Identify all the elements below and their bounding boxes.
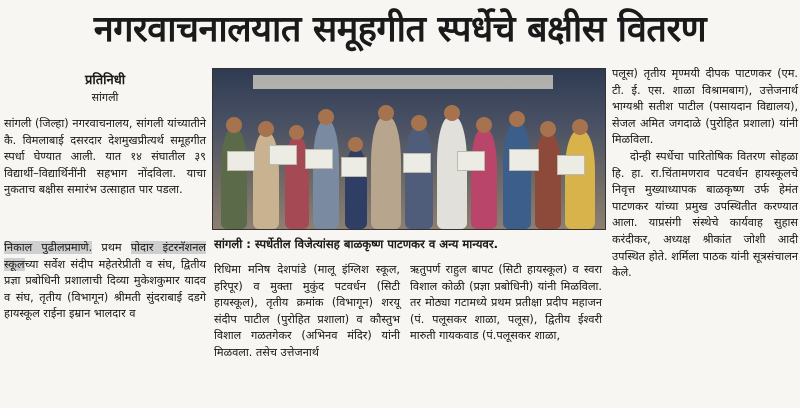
body-text: रिधिमा मनिष देशपांडे (मालू इंग्लिश स्कूल, हरिपूर) व मुक्ता मुकुंद पटवर्धन (सिटी हायस्कूल), तृतीय क्रमांक (विभागून) शरयू संदीप पाटील (पुरोहित प्रशाला) व कौस्तुभ विशाल गळतगेकर (अभिनव मंदिर) यांनी मिळवला. तसेच उत्तेजनार्थ [214, 263, 400, 359]
photo-figure-head [348, 137, 363, 152]
photo-figure [503, 123, 531, 229]
photo-backdrop-banner [253, 75, 553, 89]
photo-figure [565, 131, 595, 229]
certificate [227, 151, 255, 171]
body-text: ऋतुपर्ण राहुल बापट (सिटी हायस्कूल) व स्वरा विशाल कोळी (प्रज्ञा प्रबोधिनी) यांनी मिळविला. तर मोठ्या गटामध्ये प्रथम प्रतीक्षा प्रदीप महाजन (पं. पलूसकर शाळा, पलूस), द्वितीय ईश्वरी मारुती गायकवाड (पं.पलूसकर शाळा, [410, 263, 602, 343]
body-text: प्रथम [92, 241, 131, 254]
photo-caption: सांगली : स्पर्धेतील विजेत्यांसह बाळकृष्ण पाटणकर व अन्य मान्यवर. [214, 237, 499, 251]
photo-figure-head [540, 121, 556, 137]
certificate [341, 157, 367, 177]
body-text: पलूस) तृतीय मृण्मयी दीपक पाटणकर (एम. टी. ई. एस. शाळा विश्रामबाग), उत्तेजनार्थ भाग्यश्री सतीश पाटील (पसायदान विद्यालय), सेजल अमित जगदाळे (पुरोहित प्रशाला) यांनी मिळविला. [612, 67, 798, 147]
highlighted-text: पोदार इंटरनॅशनल स्कूल [4, 241, 206, 271]
lede-paragraph: सांगली (जिल्हा) नगरवाचनालय, सांगली यांच्यातीने कै. विमलाबाई दसरदार देशमुखप्रीत्यर्थ समूहगीत स्पर्धा घेण्यात आली. यात १४ संघातील ३९ विद्यार्थी–विद्यार्थिनींनी सहभाग नोंदविला. याचा नुकताच बक्षीस समारंभ उत्साहात पार पडला. [4, 117, 206, 197]
byline-place: सांगली [91, 91, 119, 104]
photo-figure [313, 121, 339, 229]
photo-figure [471, 129, 497, 229]
certificate [403, 153, 431, 173]
certificate [509, 149, 539, 171]
photo-figure-head [572, 119, 588, 135]
byline [4, 72, 206, 106]
byline-author: प्रतिनिधी [84, 73, 126, 88]
body-text: च्या सर्वेश संदीप महेतरेप्रीती व संघ, द्वितीय प्रज्ञा प्रबोधिनी प्रशालाची दिव्या मुकेशकुमार यादव व संघ, तृतीय (विभागून) श्रीमती सुंदराबाई दडगे हायस्कूल राईना इम्रान भालदार व [4, 257, 206, 321]
photo-figure [221, 129, 247, 229]
photo-figure-head [444, 105, 460, 121]
article-headline: नगरवाचनालयात समूहगीत स्पर्धेचे बक्षीस वितरण [93, 9, 707, 50]
right-column [612, 66, 798, 282]
photo-figure-head [476, 117, 492, 133]
highlighted-text: निकाल पुढीलप्रमाणे. [4, 241, 93, 254]
certificate [457, 151, 485, 171]
photo-figure-head [509, 111, 525, 127]
photo-figure [437, 117, 467, 229]
photo-figure-head [318, 109, 334, 125]
middle-column-a [214, 262, 400, 362]
photo-figure-head [226, 117, 242, 133]
middle-column-b [410, 262, 602, 345]
event-photo [212, 68, 606, 230]
certificate [557, 155, 585, 175]
photo-figure-head [411, 115, 427, 131]
certificate [305, 149, 333, 169]
photo-figure [535, 133, 561, 229]
photo-figure-head [289, 125, 304, 140]
photo-figure [405, 127, 433, 229]
body-text: दोन्ही स्पर्धेचा पारितोषिक वितरण सोहळा हि. हा. रा.चिंतामणराव पटवर्धन हायस्कूलचे निवृत्त मुख्याध्यापक बाळकृष्ण उर्फ हेमंत पाटणकर यांच्या प्रमुख उपस्थितीत करण्यात आला. याप्रसंगी संस्थेचे कार्यवाह सुहास करंदीकर, अध्यक्ष श्रीकांत जोशी आदी उपस्थित होते. शर्मिला पाठक यांनी सूत्रसंचालन केले. [612, 149, 798, 280]
photo-figure-head [378, 105, 394, 121]
photo-figure-head [258, 121, 274, 137]
certificate [269, 145, 297, 165]
left-column [4, 240, 206, 323]
photo-figure [371, 117, 401, 229]
